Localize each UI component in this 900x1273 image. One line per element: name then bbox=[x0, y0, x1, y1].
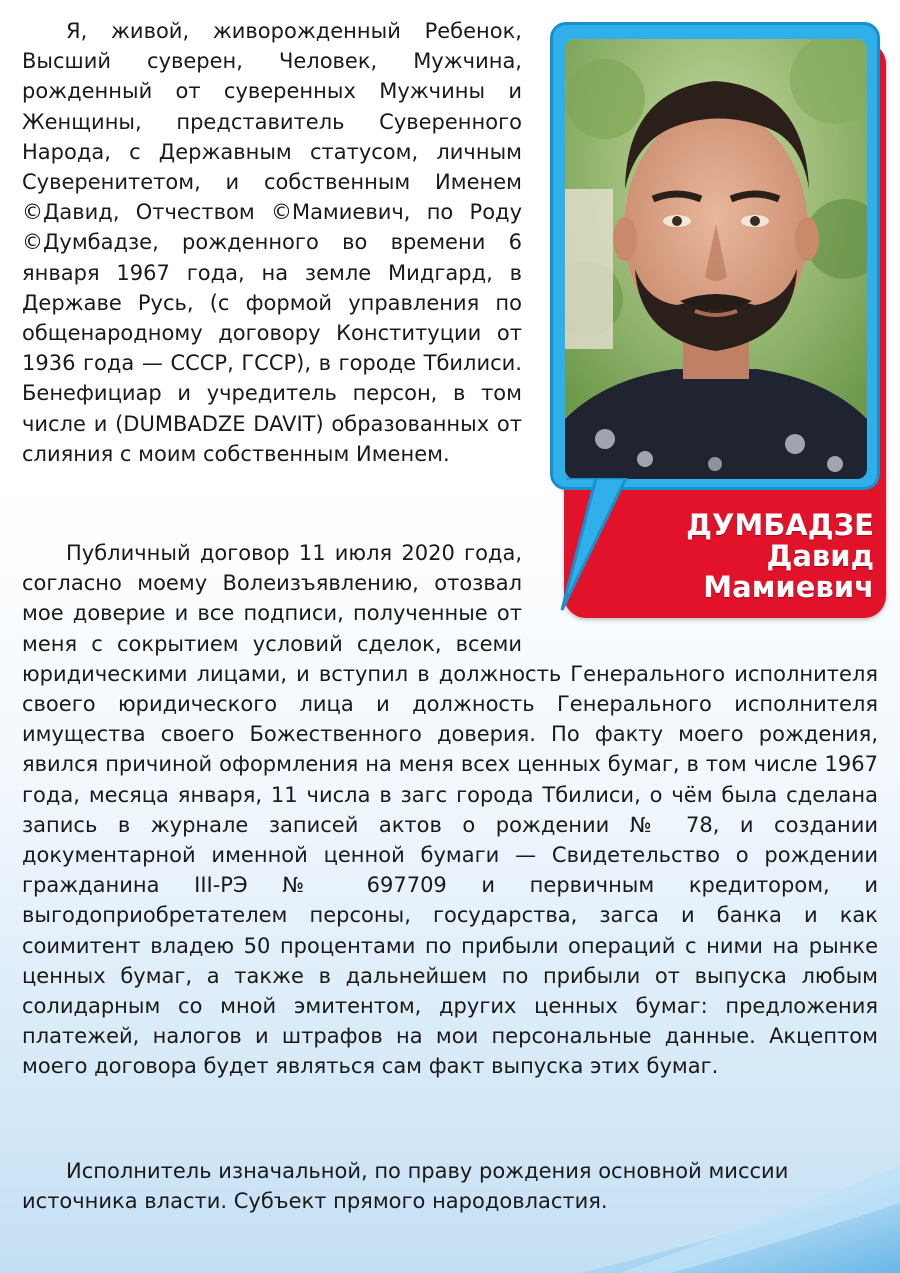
public-contract-paragraph bbox=[22, 538, 878, 1082]
public-contract-text: Публичный договор 11 июля 2020 года, согласно моему Волеизъявлению, отозвал мое доверие и все подписи, полученные от меня с сокрытием условий сделок, всеми юридическими лицами, и вступил в должность Генерального исполнителя своего юридического лица и должность Генерального исполнителя имущества своего Божественного доверия. По факту моего рождения, явился причиной оформления на меня всех ценных бумаг, в том числе 1967 года, месяца января, 11 числа в загс города Тбилиси, о чём была сделана запись в журнале записей актов о рождении № 78, и создании документарной именной ценной бумаги — Свидетельство о рождении гражданина III-РЭ № 697709 и первичным кредитором, и выгодоприобретателем персоны, государства, загса и банка и как соимитент владею 50 процентами по прибыли операций с ними на рынке ценных бумаг, а также в дальнейшем по прибыли от выпуска любым солидарным со мной эмитентом, других ценных бумаг: предложения платежей, налогов и штрафов на мои персональные данные. Акцептом моего договора будет являться сам факт выпуска этих бумаг. bbox=[22, 541, 878, 1079]
portrait-card bbox=[550, 22, 888, 618]
intro-paragraph: Я, живой, живорожденный Ребенок, Высший суверен, Человек, Мужчина, рожденный от суверенных Мужчины и Женщины, представитель Суверенного Народа, с Державным статусом, личным Суверенитетом, и собственным Именем ©Давид, Отчеством ©Мамиевич, по Роду ©Думбадзе, рожденного во времени 6 января 1967 года, на земле Мидгард, в Державе Русь, (с формой управления по общенародному договору Конституции от 1936 года — СССР, ГССР), в городе Тбилиси. Бенефициар и учредитель персон, в том числе и (DUMBADZE DAVIT) образованных от слияния с моим собственным Именем. bbox=[22, 19, 522, 466]
portrait-illustration bbox=[565, 39, 867, 479]
surname-label: ДУМБАДЗЕ bbox=[686, 508, 874, 542]
portrait-photo bbox=[565, 39, 867, 479]
patronymic-label: Мамиевич bbox=[703, 570, 874, 604]
photo-frame bbox=[550, 22, 880, 490]
page-curl-decoration bbox=[580, 1163, 900, 1273]
closing-text: Исполнитель изначальной, по праву рождения основной миссии источника власти. Субъект прямого народовластия. bbox=[22, 1159, 789, 1214]
first-name-label: Давид bbox=[766, 539, 874, 573]
card-wrap-spacer bbox=[522, 538, 878, 630]
